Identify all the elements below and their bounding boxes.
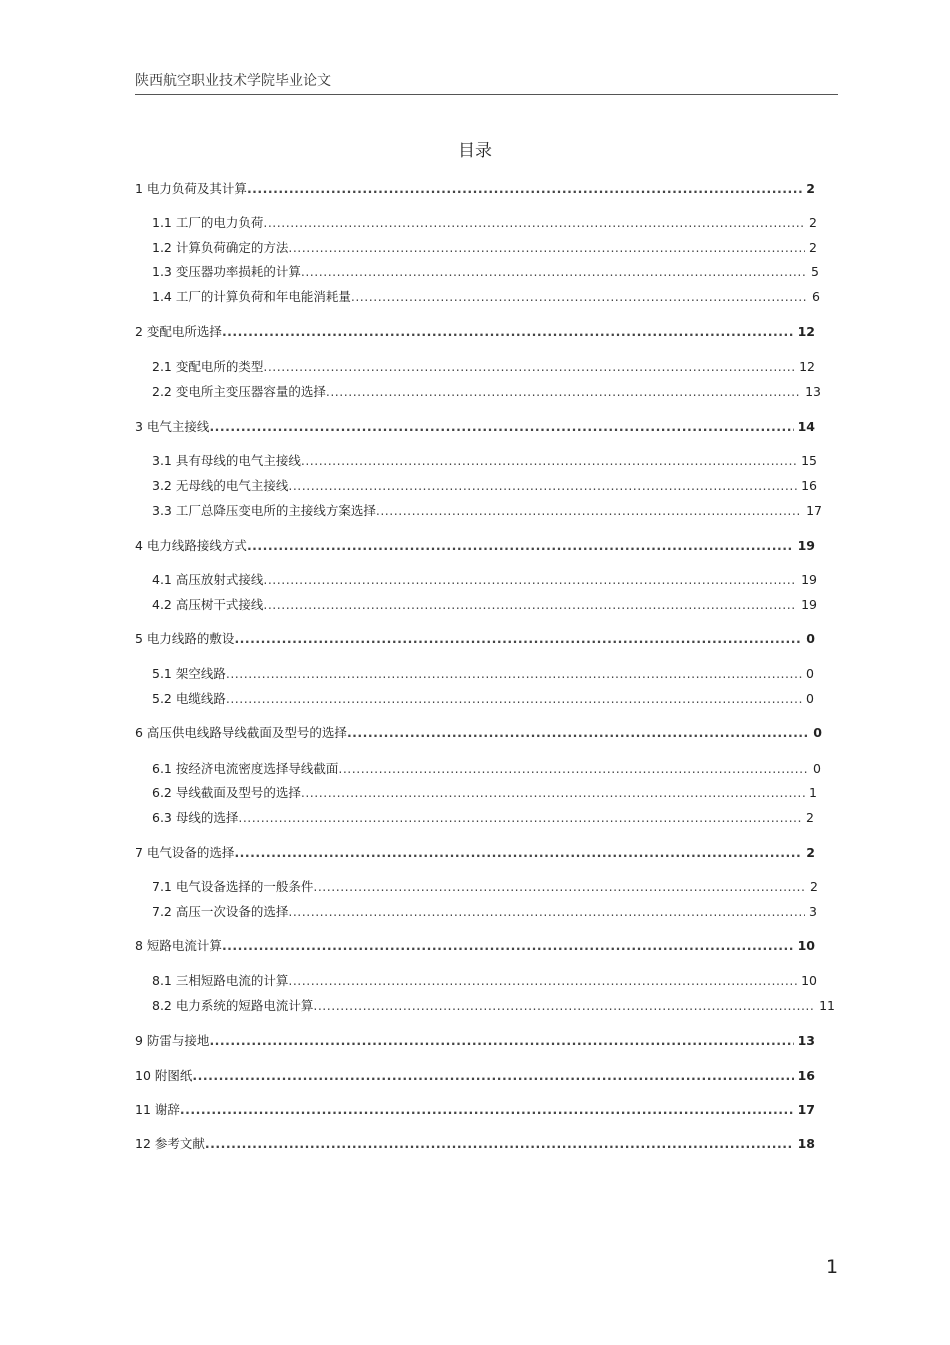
toc-entry-page: 2	[810, 879, 818, 894]
toc-entry-page: 12	[799, 359, 815, 374]
page-number: 1	[826, 1256, 839, 1278]
toc-leader-dots	[222, 324, 794, 339]
toc-entry-page: 14	[797, 419, 815, 434]
toc-entry-page: 19	[801, 597, 817, 612]
toc-entry-label: 7.2 高压一次设备的选择	[152, 904, 289, 919]
toc-entry-page: 2	[809, 215, 817, 230]
toc-entry[interactable]	[135, 723, 822, 741]
toc-entry[interactable]	[152, 996, 835, 1014]
toc-entry[interactable]	[135, 536, 815, 554]
toc-leader-dots	[347, 725, 809, 740]
toc-entry[interactable]	[152, 213, 817, 231]
toc-leader-dots	[288, 478, 797, 493]
toc-entry-page: 2	[809, 240, 817, 255]
toc-leader-dots	[263, 572, 797, 587]
toc-entry-label: 5 电力线路的敷设	[135, 631, 235, 646]
toc-entry[interactable]	[135, 322, 815, 340]
toc-entry-page: 2	[806, 845, 815, 860]
toc-leader-dots	[301, 264, 807, 279]
toc-entry-label: 8.1 三相短路电流的计算	[152, 973, 289, 988]
toc-entry-label: 5.2 电缆线路	[152, 691, 226, 706]
toc-entry[interactable]	[152, 476, 817, 494]
toc-entry-page: 17	[797, 1102, 815, 1117]
toc-entry-label: 1 电力负荷及其计算	[135, 181, 247, 196]
toc-leader-dots	[180, 1102, 794, 1117]
toc-leader-dots	[234, 631, 802, 646]
toc-entry-label: 11 谢辞	[135, 1102, 180, 1117]
toc-entry-label: 3.1 具有母线的电气主接线	[152, 453, 301, 468]
toc-entry[interactable]	[152, 664, 814, 682]
toc-entry-label: 9 防雷与接地	[135, 1033, 210, 1048]
toc-entry[interactable]	[152, 287, 820, 305]
toc-entry-label: 2.1 变配电所的类型	[152, 359, 264, 374]
toc-entry[interactable]	[152, 971, 817, 989]
toc-leader-dots	[247, 538, 794, 553]
toc-entry-label: 8.2 电力系统的短路电流计算	[152, 998, 314, 1013]
toc-entry-page: 19	[797, 538, 815, 553]
toc-entry-label: 2 变配电所选择	[135, 324, 222, 339]
toc-entry[interactable]	[135, 1066, 815, 1084]
toc-entry[interactable]	[152, 501, 822, 519]
toc-leader-dots	[288, 240, 805, 255]
toc-entry-page: 16	[797, 1068, 815, 1083]
toc-entry-label: 1.2 计算负荷确定的方法	[152, 240, 289, 255]
toc-entry[interactable]	[135, 417, 815, 435]
toc-leader-dots	[263, 359, 795, 374]
toc-leader-dots	[301, 785, 805, 800]
toc-entry[interactable]	[152, 689, 814, 707]
toc-entry-page: 0	[813, 761, 821, 776]
toc-leader-dots	[205, 1136, 794, 1151]
toc-entry[interactable]	[152, 902, 817, 920]
toc-entry-label: 3 电气主接线	[135, 419, 210, 434]
toc-entry-label: 7 电气设备的选择	[135, 845, 235, 860]
toc-entry-page: 0	[813, 725, 822, 740]
toc-entry-page: 18	[797, 1136, 815, 1151]
toc-entry[interactable]	[135, 1100, 815, 1118]
toc-entry-label: 1.1 工厂的电力负荷	[152, 215, 264, 230]
toc-entry-page: 16	[801, 478, 817, 493]
toc-leader-dots	[192, 1068, 793, 1083]
toc-entry-label: 10 附图纸	[135, 1068, 193, 1083]
toc-title: 目录	[458, 141, 492, 161]
toc-entry-label: 6.3 母线的选择	[152, 810, 239, 825]
toc-entry-label: 4 电力线路接线方式	[135, 538, 247, 553]
toc-entry-page: 13	[805, 384, 821, 399]
toc-entry-label: 2.2 变电所主变压器容量的选择	[152, 384, 326, 399]
toc-entry[interactable]	[152, 382, 821, 400]
toc-entry-label: 3.3 工厂总降压变电所的主接线方案选择	[152, 503, 376, 518]
toc-entry-label: 3.2 无母线的电气主接线	[152, 478, 289, 493]
toc-leader-dots	[222, 938, 794, 953]
toc-leader-dots	[288, 904, 805, 919]
toc-entry-page: 0	[806, 631, 815, 646]
toc-entry-page: 0	[806, 691, 814, 706]
toc-entry-label: 5.1 架空线路	[152, 666, 226, 681]
toc-leader-dots	[226, 666, 802, 681]
toc-entry-page: 0	[806, 666, 814, 681]
toc-entry[interactable]	[135, 179, 815, 197]
toc-entry-page: 5	[811, 264, 819, 279]
toc-entry-page: 2	[806, 810, 814, 825]
toc-entry[interactable]	[152, 759, 821, 777]
toc-entry-label: 12 参考文献	[135, 1136, 205, 1151]
toc-entry[interactable]	[135, 1031, 815, 1049]
toc-entry-label: 7.1 电气设备选择的一般条件	[152, 879, 314, 894]
toc-entry[interactable]	[135, 936, 815, 954]
toc-leader-dots	[338, 761, 809, 776]
toc-entry-page: 12	[797, 324, 815, 339]
toc-entry[interactable]	[152, 783, 817, 801]
toc-entry-page: 13	[797, 1033, 815, 1048]
toc-entry-label: 1.3 变压器功率损耗的计算	[152, 264, 301, 279]
toc-entry-label: 8 短路电流计算	[135, 938, 222, 953]
toc-leader-dots	[263, 215, 805, 230]
toc-leader-dots	[234, 845, 802, 860]
toc-entry-label: 4.2 高压树干式接线	[152, 597, 264, 612]
toc-leader-dots	[326, 384, 801, 399]
toc-entry-page: 1	[809, 785, 817, 800]
toc-leader-dots	[238, 810, 802, 825]
toc-leader-dots	[351, 289, 808, 304]
toc-entry-page: 10	[797, 938, 815, 953]
toc-entry[interactable]	[135, 843, 815, 861]
toc-leader-dots	[209, 1033, 793, 1048]
toc-entry-page: 6	[812, 289, 820, 304]
toc-leader-dots	[247, 181, 802, 196]
toc-entry[interactable]	[152, 877, 818, 895]
toc-leader-dots	[376, 503, 802, 518]
toc-leader-dots	[263, 597, 797, 612]
toc-entry-label: 4.1 高压放射式接线	[152, 572, 264, 587]
toc-entry[interactable]	[152, 262, 819, 280]
toc-entry[interactable]	[135, 629, 815, 647]
toc-leader-dots	[288, 973, 797, 988]
toc-entry[interactable]	[152, 238, 817, 256]
toc-entry[interactable]	[152, 451, 817, 469]
toc-entry-label: 6.1 按经济电流密度选择导线截面	[152, 761, 339, 776]
toc-entry-page: 10	[801, 973, 817, 988]
toc-leader-dots	[301, 453, 797, 468]
toc-entry[interactable]	[152, 808, 814, 826]
toc-leader-dots	[313, 879, 806, 894]
toc-entry-page: 3	[809, 904, 817, 919]
toc-entry-page: 17	[806, 503, 822, 518]
toc-entry-label: 6 高压供电线路导线截面及型号的选择	[135, 725, 347, 740]
toc-entry[interactable]	[152, 357, 815, 375]
toc-leader-dots	[209, 419, 793, 434]
page-header-title: 陕西航空职业技术学院毕业论文	[135, 73, 331, 89]
toc-entry[interactable]	[152, 595, 817, 613]
header-divider	[135, 94, 838, 95]
toc-entry-page: 11	[819, 998, 835, 1013]
toc-entry[interactable]	[135, 1134, 815, 1152]
toc-entry[interactable]	[152, 570, 817, 588]
toc-entry-label: 1.4 工厂的计算负荷和年电能消耗量	[152, 289, 351, 304]
toc-leader-dots	[313, 998, 815, 1013]
toc-entry-page: 15	[801, 453, 817, 468]
toc-entry-page: 19	[801, 572, 817, 587]
toc-leader-dots	[226, 691, 802, 706]
toc-entry-label: 6.2 导线截面及型号的选择	[152, 785, 301, 800]
toc-entry-page: 2	[806, 181, 815, 196]
